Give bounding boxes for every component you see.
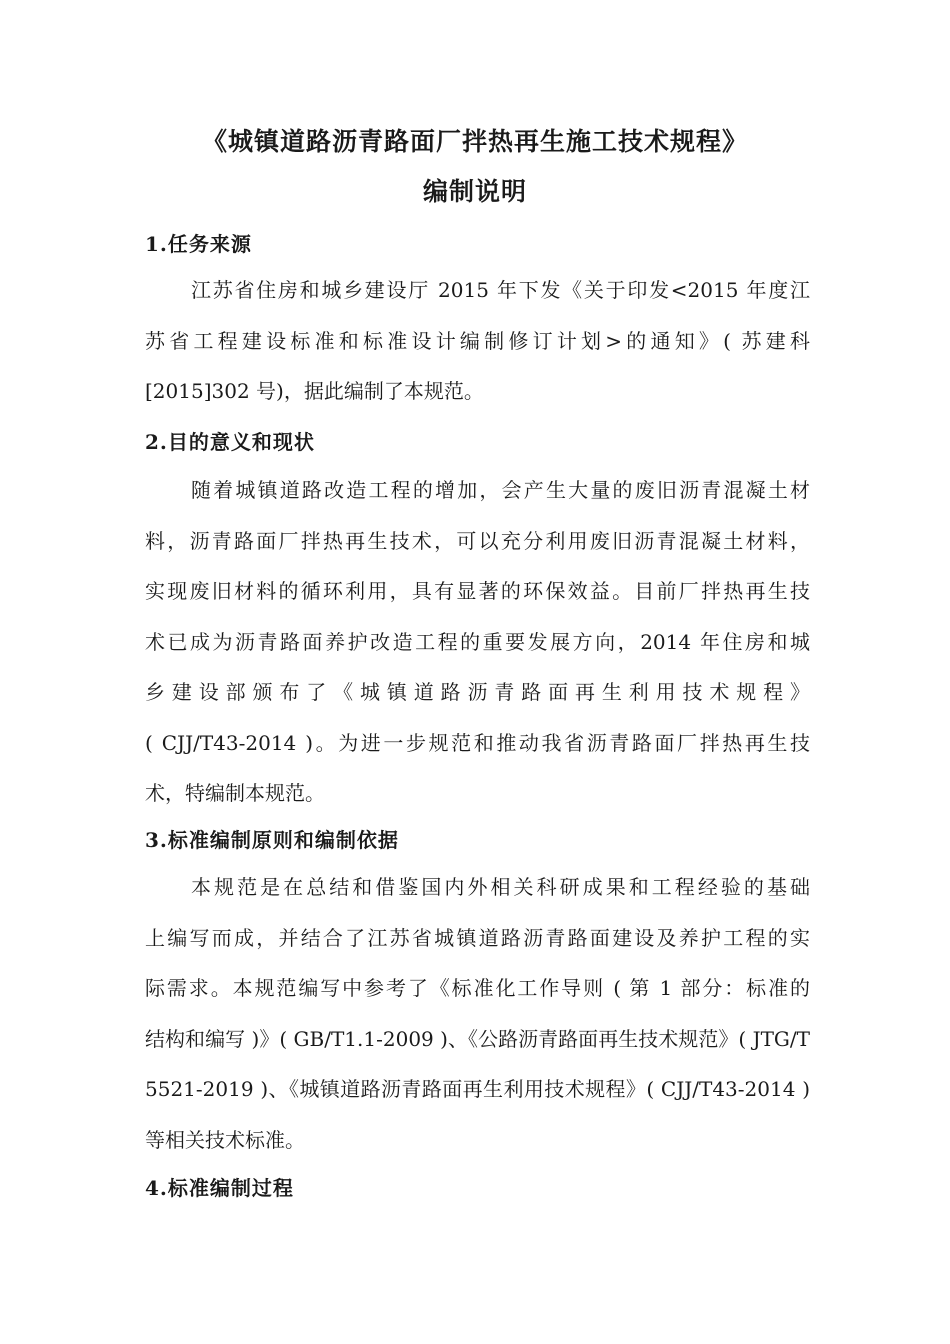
paragraph-line: ( CJJ/T43-2014 )。为进一步规范和推动我省沥青路面厂拌热再生技 — [145, 730, 810, 755]
paragraph-line: 随着城镇道路改造工程的增加，会产生大量的废旧沥青混凝土材 — [191, 478, 810, 502]
paragraph-line: 际需求。本规范编写中参考了《标准化工作导则 ( 第 1 部分：标准的 — [145, 976, 810, 1000]
section-paragraph-principles — [145, 862, 810, 1165]
paragraph-line: [2015]302 号)，据此编制了本规范。 — [145, 379, 484, 403]
section-paragraph-purpose — [145, 465, 810, 819]
paragraph-line: 苏省工程建设标准和标准设计编制修订计划>的通知》( 苏建科 — [145, 328, 810, 353]
paragraph-line: 术已成为沥青路面养护改造工程的重要发展方向，2014 年住房和城 — [145, 629, 810, 654]
paragraph-line: 乡建设部颁布了《城镇道路沥青路面再生利用技术规程》 — [145, 680, 810, 704]
paragraph-line: 料，沥青路面厂拌热再生技术，可以充分利用废旧沥青混凝土材料， — [145, 528, 810, 553]
paragraph-line: 江苏省住房和城乡建设厅 2015 年下发《关于印发<2015 年度江 — [191, 278, 810, 302]
section-heading-principles: 3.标准编制原则和编制依据 — [145, 828, 399, 852]
section-paragraph-task-source — [145, 265, 810, 417]
paragraph-line: 术，特编制本规范。 — [145, 781, 325, 805]
paragraph-line: 上编写而成，并结合了江苏省城镇道路沥青路面建设及养护工程的实 — [145, 925, 810, 950]
document-title: 《城镇道路沥青路面厂拌热再生施工技术规程》 — [201, 127, 748, 156]
section-heading-purpose: 2.目的意义和现状 — [145, 430, 315, 454]
paragraph-line: 本规范是在总结和借鉴国内外相关科研成果和工程经验的基础 — [191, 875, 810, 899]
paragraph-line: 5521-2019 )、《城镇道路沥青路面再生利用技术规程》( CJJ/T43-2014 ) — [145, 1077, 810, 1101]
paragraph-line: 结构和编写 )》( GB/T1.1-2009 )、《公路沥青路面再生技术规范》( JTG/T — [145, 1026, 810, 1051]
paragraph-line: 实现废旧材料的循环利用，具有显著的环保效益。目前厂拌热再生技 — [145, 579, 810, 603]
document-subtitle: 编制说明 — [422, 177, 527, 206]
section-heading-process: 4.标准编制过程 — [145, 1176, 294, 1200]
section-heading-task-source: 1.任务来源 — [145, 232, 252, 256]
paragraph-line: 等相关技术标准。 — [145, 1127, 305, 1152]
